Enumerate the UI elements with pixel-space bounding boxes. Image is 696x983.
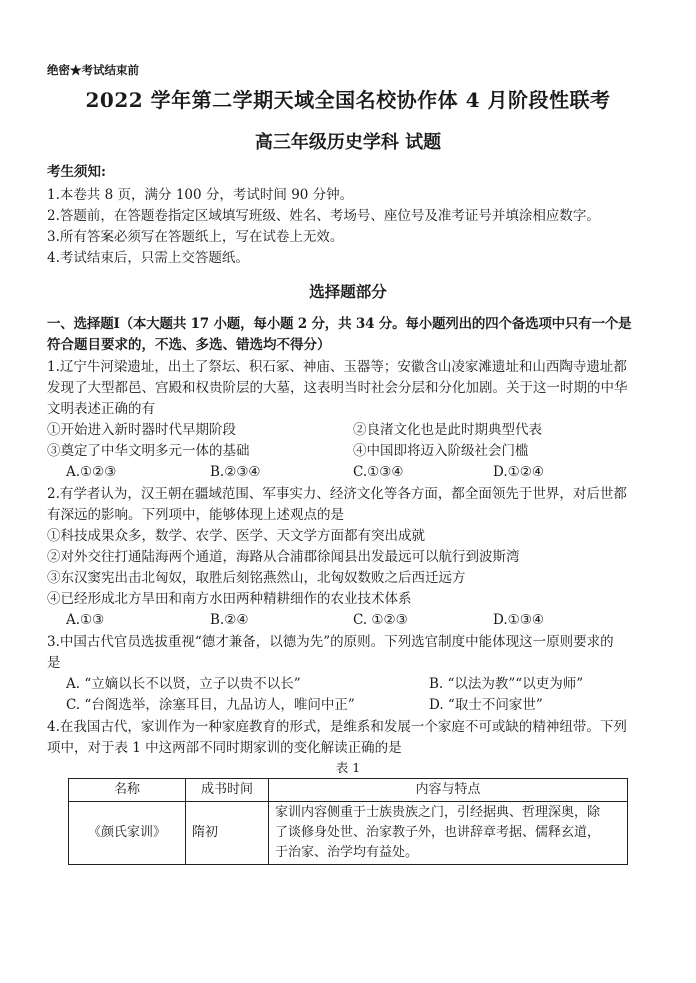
notice-item: 2.答题前，在答题卷指定区域填写班级、姓名、考场号、座位号及准考证号并填涂相应数字。 (47, 208, 600, 224)
q3-option-b: B. “以法为教”“以吏为师” (429, 676, 584, 692)
notice-item: 4.考试结束后，只需上交答题纸。 (47, 250, 249, 266)
q1-statement: ③奠定了中华文明多元一体的基础 (47, 443, 250, 459)
exam-title: 2022 学年第二学期天域全国名校协作体 4 月阶段性联考 (85, 88, 611, 112)
table-header-time: 成书时间 (186, 779, 269, 802)
q2-statement: ②对外交往打通陆海两个通道，海路从合浦郡徐闻县出发最远可以航行到波斯湾 (47, 549, 520, 565)
q2-option-d: D.①③④ (493, 612, 544, 628)
section-title: 选择题部分 (309, 282, 387, 301)
q2-option-b: B.②④ (210, 612, 249, 628)
q1-option-c: C.①③④ (353, 464, 404, 480)
table-cell-time: 隋初 (186, 802, 269, 865)
notice-item: 3.所有答案必须写在答题纸上，写在试卷上无效。 (47, 229, 344, 245)
q2-option-c: C. ①②③ (353, 612, 408, 628)
q2-option-a: A.①③ (66, 612, 105, 628)
q3-option-c: C. “台阁选举，涂塞耳目，九品访人，唯问中正” (66, 697, 355, 713)
table-content-line: 于治家、治学均有益处。 (275, 845, 419, 860)
q1-option-d: D.①②④ (493, 464, 544, 480)
q1-stem: 发现了大型都邑、宫殿和权贵阶层的大墓，这表明当时社会分层和分化加剧。关于这一时期的中华 (47, 380, 628, 396)
table-header-name: 名称 (69, 779, 186, 802)
notice-item: 1.本卷共 8 页，满分 100 分，考试时间 90 分钟。 (47, 187, 354, 203)
exam-subtitle: 高三年级历史学科 试题 (254, 132, 442, 153)
q1-stem: 1.辽宁牛河梁遗址，出土了祭坛、积石冢、神庙、玉器等；安徽含山凌家滩遗址和山西陶寺遗址都 (47, 359, 627, 375)
q4-stem: 4.在我国古代，家训作为一种家庭教育的形式，是维系和发展一个家庭不可或缺的精神纽带。下列 (47, 719, 627, 735)
table-header-content: 内容与特点 (269, 779, 628, 802)
q2-stem: 2.有学者认为，汉王朝在疆域范围、军事实力、经济文化等各方面，都全面领先于世界，对后世都 (47, 486, 627, 502)
q4-stem: 项中，对于表 1 中这两部不同时期家训的变化解读正确的是 (47, 740, 402, 756)
q1-option-b: B.②③④ (210, 464, 261, 480)
table-content-line: 家训内容侧重于士族贵族之门，引经据典、哲理深奥，除 (275, 805, 601, 820)
section-intro: 一、选择题Ⅰ（本大题共 17 小题，每小题 2 分，共 34 分。每小题列出的四个备选项中只有一个是 (47, 316, 632, 332)
q1-option-a: A.①②③ (66, 464, 117, 480)
q3-option-d: D. “取士不问家世” (429, 697, 543, 713)
q2-stem: 有深远的影响。下列项中，能够体现上述观点的是 (47, 507, 344, 523)
table-row (69, 802, 628, 865)
q2-statement: ③东汉窦宪出击北匈奴，取胜后刻铭燕然山，北匈奴数败之后西迁远方 (47, 570, 466, 586)
section-intro: 符合题目要求的，不选、多选、错选均不得分） (47, 337, 331, 353)
notice-heading: 考生须知: (47, 164, 106, 180)
q2-statement: ④已经形成北方旱田和南方水田两种精耕细作的农业技术体系 (47, 591, 412, 607)
q3-stem: 是 (47, 655, 61, 671)
table-caption: 表 1 (335, 760, 361, 775)
table-header-row (69, 779, 628, 802)
q2-statement: ①科技成果众多，数学、农学、医学、天文学方面都有突出成就 (47, 528, 425, 544)
q1-statement: ①开始进入新时器时代早期阶段 (47, 422, 236, 438)
q3-stem: 3.中国古代官员选拔重视“德才兼备，以德为先”的原则。下列选官制度中能体现这一原则要求的 (47, 634, 614, 650)
q1-statement: ④中国即将迈入阶级社会门槛 (353, 443, 529, 459)
table-cell-name: 《颜氏家训》 (69, 802, 186, 865)
table-content-line: 了谈修身处世、治家教子外，也讲辞章考据、儒释玄道， (275, 825, 601, 840)
family-instruction-table (68, 778, 628, 865)
q1-statement: ②良渚文化也是此时期典型代表 (353, 422, 542, 438)
table-cell-content (269, 802, 628, 865)
q1-stem: 文明表述正确的有 (47, 401, 155, 417)
secret-mark: 绝密★考试结束前 (47, 63, 139, 77)
q3-option-a: A. “立嫡以长不以贤，立子以贵不以长” (66, 676, 301, 692)
